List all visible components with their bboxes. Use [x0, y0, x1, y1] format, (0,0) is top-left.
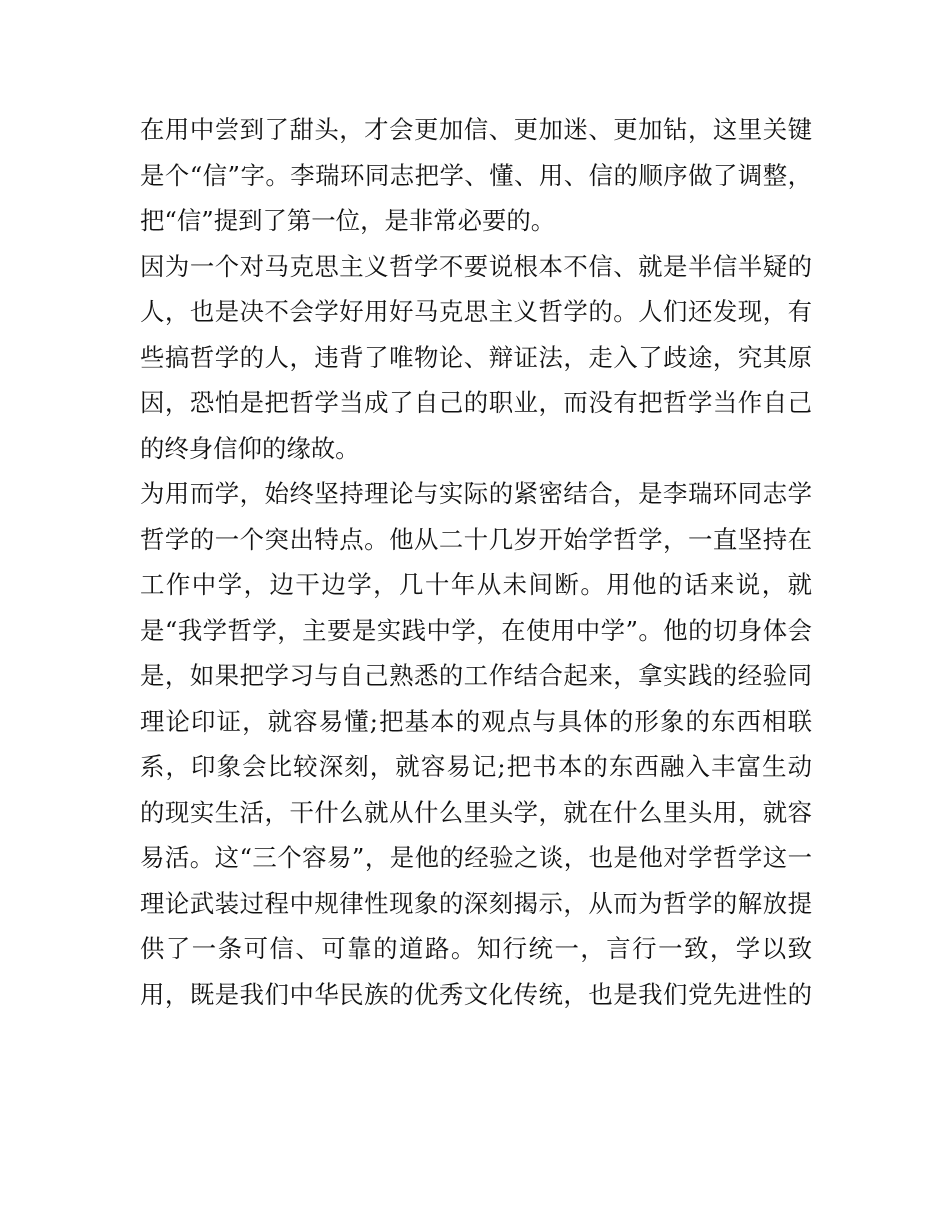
body-text	[140, 107, 812, 1017]
text-line: 在用中尝到了甜头，才会更加信、更加迷、更加钻，这里关键	[140, 115, 812, 144]
text-line: 些搞哲学的人，违背了唯物论、辩证法，走入了歧途，究其原	[140, 342, 812, 372]
text-line: 把“信”提到了第一位，是非常必要的。	[140, 206, 556, 235]
text-line: 是“我学哲学，主要是实践中学，在使用中学”。他的切身体会	[140, 615, 812, 645]
text-line: 是，如果把学习与自己熟悉的工作结合起来，拿实践的经验同	[140, 661, 812, 690]
text-line: 因为一个对马克思主义哲学不要说根本不信、就是半信半疑的	[140, 251, 812, 281]
text-line: 的现实生活，干什么就从什么里头学，就在什么里头用，就容	[140, 797, 812, 827]
text-line: 哲学的一个突出特点。他从二十几岁开始学哲学，一直坚持在	[140, 524, 812, 554]
text-line: 供了一条可信、可靠的道路。知行统一，言行一致，学以致	[140, 934, 812, 963]
text-line: 为用而学，始终坚持理论与实际的紧密结合，是李瑞环同志学	[140, 479, 812, 508]
text-line: 理论印证，就容易懂;把基本的观点与具体的形象的东西相联	[140, 706, 812, 736]
text-line: 用，既是我们中华民族的优秀文化传统，也是我们党先进性的	[140, 979, 812, 1009]
text-line: 理论武装过程中规律性现象的深刻揭示，从而为哲学的解放提	[140, 888, 812, 918]
text-line: 人，也是决不会学好用好马克思主义哲学的。人们还发现，有	[140, 297, 812, 326]
text-line: 的终身信仰的缘故。	[140, 433, 360, 463]
text-line: 系，印象会比较深刻，就容易记;把书本的东西融入丰富生动	[140, 752, 812, 781]
text-line: 易活。这“三个容易”，是他的经验之谈，也是他对学哲学这一	[140, 843, 812, 872]
text-line: 工作中学，边干边学，几十年从未间断。用他的话来说，就	[140, 570, 812, 599]
text-line: 是个“信”字。李瑞环同志把学、懂、用、信的顺序做了调整，	[140, 160, 812, 190]
text-line: 因，恐怕是把哲学当成了自己的职业，而没有把哲学当作自己	[140, 388, 812, 417]
